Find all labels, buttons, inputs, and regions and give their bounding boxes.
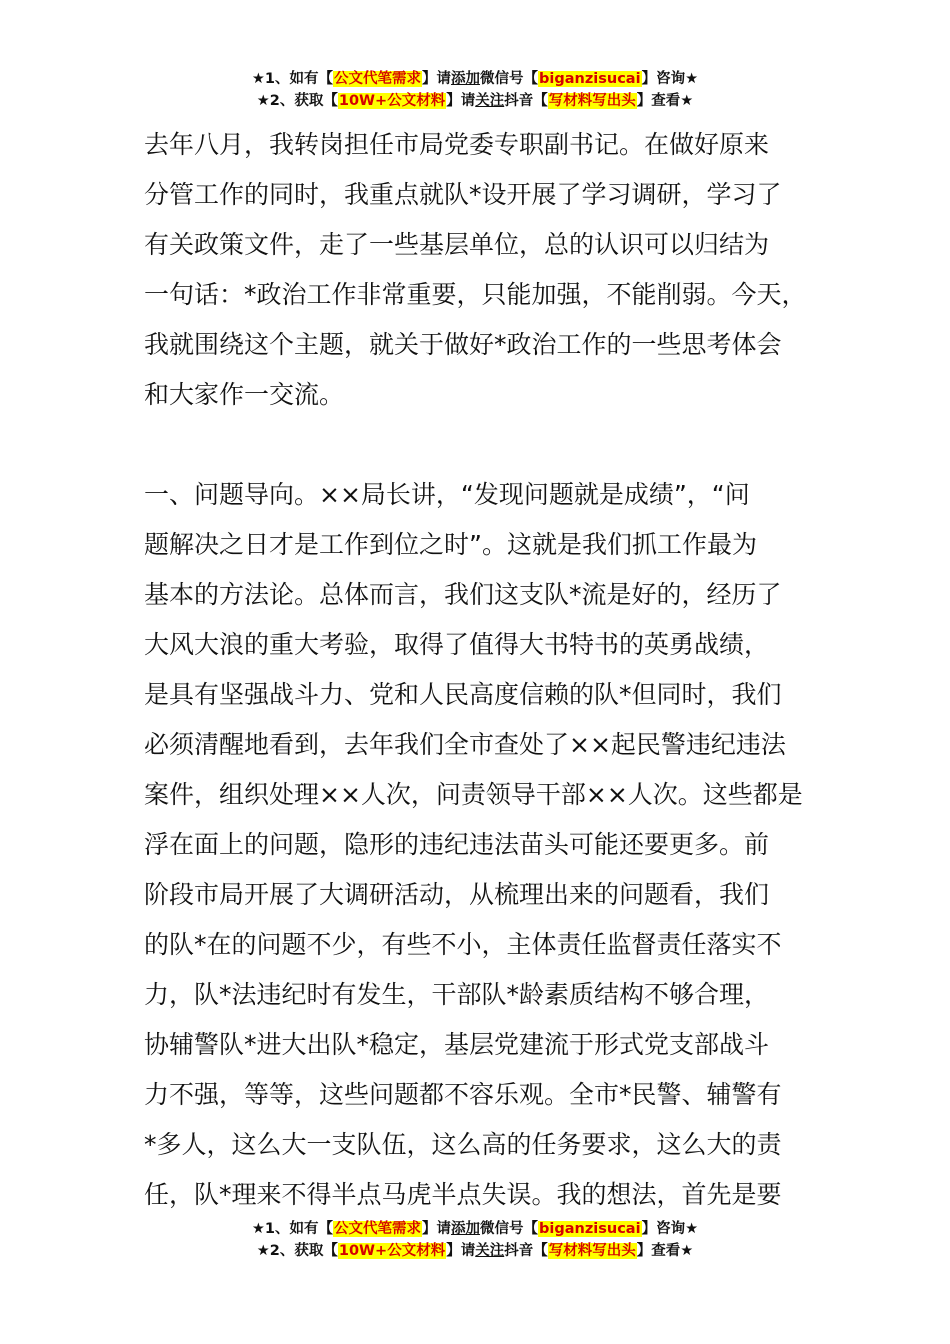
promo-line-1: [0, 68, 950, 90]
promo-line-2: [0, 90, 950, 112]
text-line: 和大家作一交流。: [144, 380, 345, 409]
promo-text: 抖音【: [504, 1243, 548, 1259]
promo-underlined: 关注: [475, 1243, 505, 1259]
promo-text: 】请: [422, 71, 452, 87]
promo-text: 抖音【: [504, 93, 548, 109]
promo-banner-top: [0, 68, 950, 112]
text-line: 案件，组织处理××人次，问责领导干部××人次。这些都是: [144, 780, 803, 809]
promo-line-2: [0, 1240, 950, 1262]
paragraph-intro: [144, 120, 824, 420]
promo-text: 】查看★: [636, 1243, 694, 1259]
text-line: 基本的方法论。总体而言，我们这支队*流是好的，经历了: [144, 580, 782, 609]
text-line: 力，队*法违纪时有发生，干部队*龄素质结构不够合理，: [144, 980, 770, 1009]
promo-douyin-id: 写材料写出头: [548, 93, 636, 109]
promo-highlight: 公文代笔需求: [334, 71, 422, 87]
promo-text: 微信号【: [480, 71, 539, 87]
promo-text: 】请: [446, 1243, 476, 1259]
promo-wechat-id: biganzisucai: [539, 1221, 641, 1237]
text-line: 必须清醒地看到，去年我们全市查处了××起民警违纪违法: [144, 730, 786, 759]
promo-line-1: [0, 1218, 950, 1240]
text-line: 大风大浪的重大考验，取得了值得大书特书的英勇战绩，: [144, 630, 770, 659]
text-line: 协辅警队*进大出队*稳定，基层党建流于形式党支部战斗: [144, 1030, 770, 1059]
promo-text: 】请: [446, 93, 476, 109]
promo-text: 】咨询★: [641, 1221, 699, 1237]
promo-banner-bottom: [0, 1218, 950, 1262]
text-line: 分管工作的同时，我重点就队*设开展了学习调研，学习了: [144, 180, 782, 209]
promo-text: ★2、获取【: [256, 93, 338, 109]
text-line: 的队*在的问题不少，有些不小，主体责任监督责任落实不: [144, 930, 782, 959]
text-line: 题解决之日才是工作到位之时”。这就是我们抓工作最为: [144, 530, 757, 559]
promo-text: ★1、如有【: [251, 1221, 334, 1237]
promo-underlined: 添加: [451, 1221, 481, 1237]
promo-text: 】咨询★: [641, 71, 699, 87]
promo-text: ★2、获取【: [256, 1243, 338, 1259]
paragraph-problem-orientation: [144, 470, 824, 1220]
text-line: *多人，这么大一支队伍，这么高的任务要求，这么大的责: [144, 1130, 782, 1159]
text-line: 一句话：*政治工作非常重要，只能加强，不能削弱。今天，: [144, 280, 807, 309]
text-line: 去年八月，我转岗担任市局党委专职副书记。在做好原来: [144, 130, 770, 159]
promo-underlined: 添加: [451, 71, 481, 87]
promo-underlined: 关注: [475, 93, 505, 109]
text-line: 浮在面上的问题，隐形的违纪违法苗头可能还要更多。前: [144, 830, 770, 859]
text-line: 有关政策文件，走了一些基层单位，总的认识可以归结为: [144, 230, 770, 259]
promo-douyin-id: 写材料写出头: [548, 1243, 636, 1259]
promo-text: 】请: [422, 1221, 452, 1237]
promo-wechat-id: biganzisucai: [539, 71, 641, 87]
text-line: 是具有坚强战斗力、党和人民高度信赖的队*但同时，我们: [144, 680, 782, 709]
promo-highlight: 公文代笔需求: [334, 1221, 422, 1237]
text-line: 一、问题导向。××局长讲，“发现问题就是成绩”，“问: [144, 480, 750, 509]
promo-highlight: 10W+公文材料: [338, 93, 446, 109]
promo-text: ★1、如有【: [251, 71, 334, 87]
text-line: 我就围绕这个主题，就关于做好*政治工作的一些思考体会: [144, 330, 782, 359]
promo-text: 】查看★: [636, 93, 694, 109]
text-line: 阶段市局开展了大调研活动，从梳理出来的问题看，我们: [144, 880, 770, 909]
promo-text: 微信号【: [480, 1221, 539, 1237]
text-line: 力不强，等等，这些问题都不容乐观。全市*民警、辅警有: [144, 1080, 782, 1109]
text-line: 任，队*理来不得半点马虎半点失误。我的想法，首先是要: [144, 1180, 782, 1209]
promo-highlight: 10W+公文材料: [338, 1243, 446, 1259]
